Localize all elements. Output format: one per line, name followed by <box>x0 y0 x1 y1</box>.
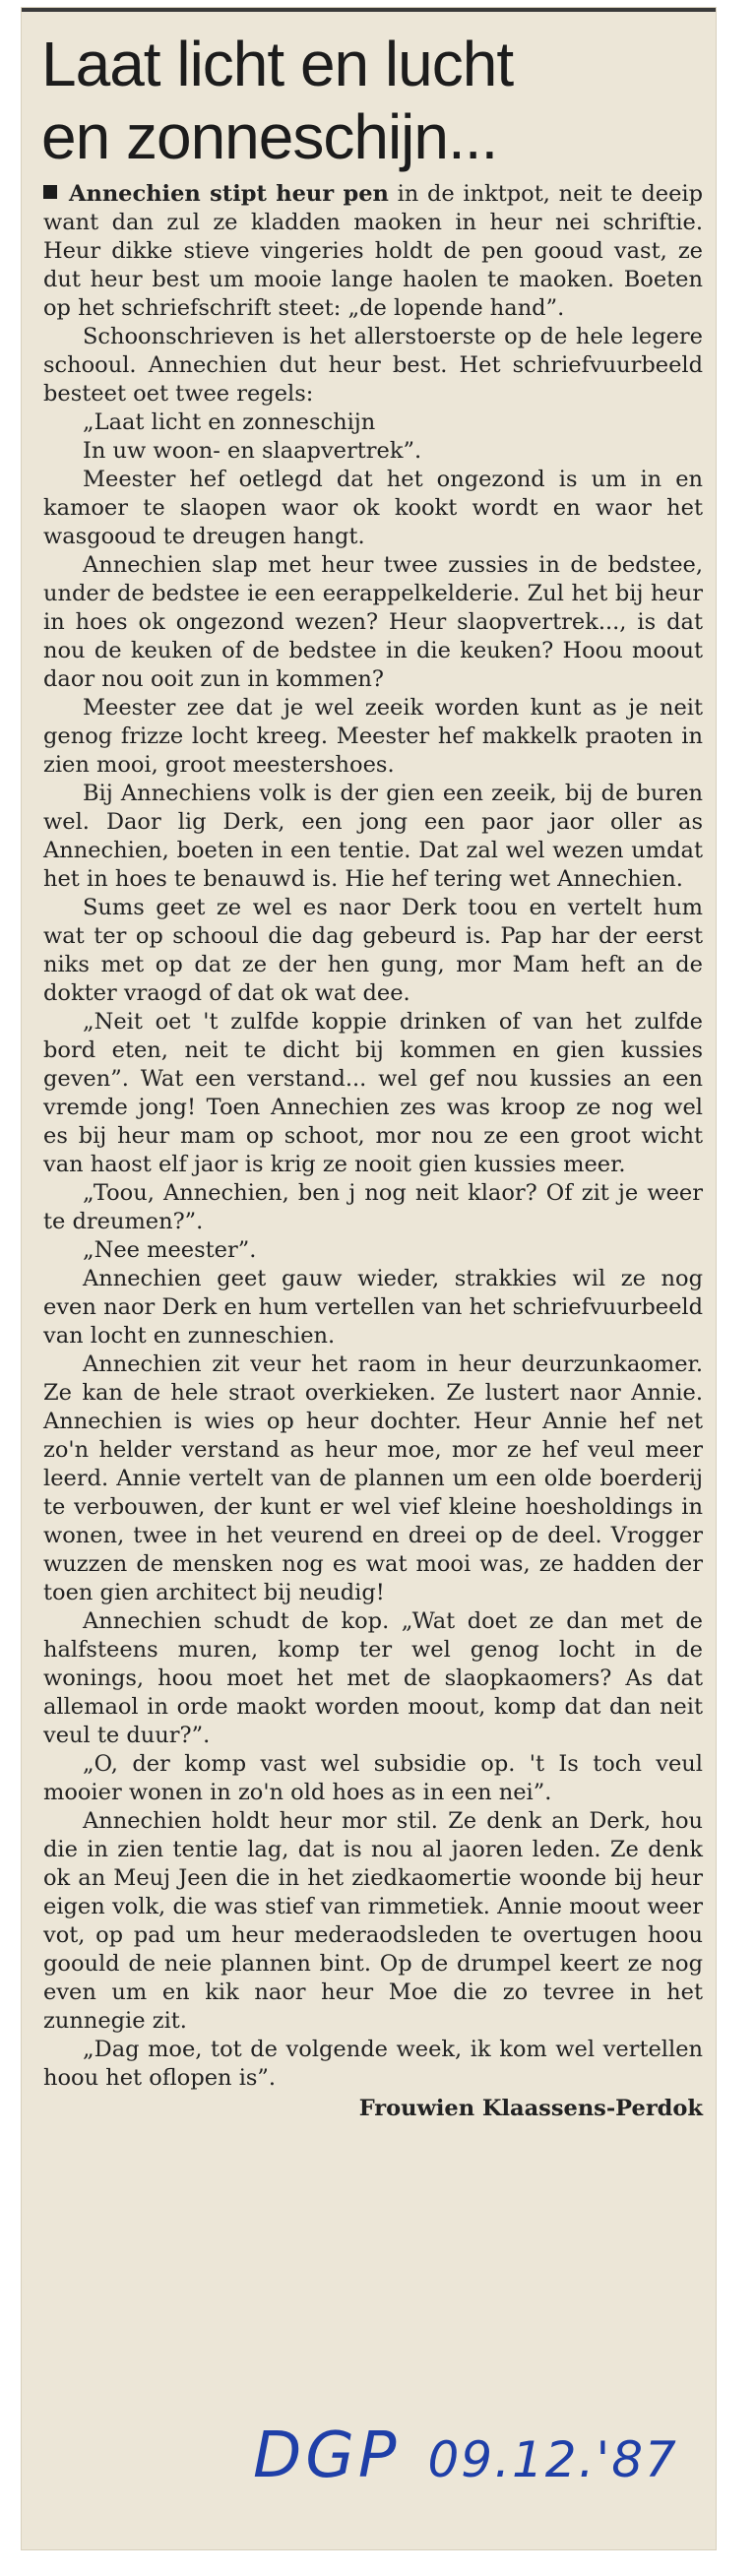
verse-line-1: „Laat licht en zonneschijn <box>83 409 376 435</box>
paragraph-12: Annechien zit veur het raom in heur deurzunkaomer. Ze kan de hele straot overkieken. Ze lustert naor Annie. Annechien is wies op heur dochter. Heur Annie hef net zo'n helder verstand as heur moe, mor ze hef veul meer leerd. Annie vertelt van de plannen um een olde boerderij te verbouwen, der kunt er wel vief kleine hoesholdings in wonen, twee in het veurend en dreei op de deel. Vrogger wuzzen de mensken nog es wat mooi was, ze hadden der toen gien architect bij neudig! <box>43 1351 703 1605</box>
handwritten-annotation <box>253 2419 678 2492</box>
paragraph-14: „O, der komp vast wel subsidie op. 't Is toch veul mooier wonen in zo'n old hoes as in een nei”. <box>43 1751 703 1805</box>
title-line-1: Laat licht en lucht <box>41 29 514 99</box>
paragraph-15: Annechien holdt heur mor stil. Ze denk an Derk, hou die in zien tentie lag, dat is nou al jaoren leden. Ze denk ok an Meuj Jeen die in het ziedkaomertie woonde bij heur eigen volk, die was stief van rimmetiek. Annie moout weer vot, op pad um heur mederaodsleden te overtugen hoou goould de neie plannen bint. Op de drumpel keert ze nog even um en kik naor heur Moe die zo tevree in het zunnegie zit. <box>43 1808 703 2034</box>
paragraph-6: Bij Annechiens volk is der gien een zeeik, bij de buren wel. Daor lig Derk, een jong een paor jaor oller as Annechien, boeten in een tentie. Dat zal wel wezen umdat het in hoes te benauwd is. Hie hef tering wet Annechien. <box>43 781 703 892</box>
lead-bold-text: Annechien stipt heur pen <box>69 181 389 207</box>
paragraph-4: Annechien slap met heur twee zussies in de bedstee, under de bedstee ie een eerappelkelderie. Zul het bij heur in hoes ok ongezond wezen? Heur slaopvertrek..., is dat nou de keuken of de bedstee in die keuken? Hoou moout daor nou ooit zun in kommen? <box>43 552 703 692</box>
paragraph-text: in de inktpot, neit te deeip want dan zul ze kladden maoken in heur nei schriftie. Heur dikke stieve vingeries holdt de pen gooud vast, ze dut heur best um mooie lange haolen te maoken. Boeten op het schriefschrift steet: „de lopende hand”. <box>43 181 704 321</box>
paragraph-1 <box>43 180 703 323</box>
paragraph-13: Annechien schudt de kop. „Wat doet ze dan met de halfsteens muren, komp ter wel genog locht in de wonings, hoou moet het met de slaopkaomers? As dat allemaol in orde maokt worden moout, komp dat dan neit veul te duur?”. <box>43 1608 703 1748</box>
paragraph-10: „Nee meester”. <box>83 1237 257 1263</box>
paragraph-7: Sums geet ze wel es naor Derk toou en vertelt hum wat ter op schooul die dag gebeurd is. Pap har der eerst niks met op dat ze der hen gung, mor Mam heft an de dokter vraogd of dat ok wat dee. <box>43 895 703 1006</box>
paragraph-8: „Neit oet 't zulfde koppie drinken of van het zulfde bord eten, neit te dicht bij kommen en gien kussies geven”. Wat een verstand... wel gef nou kussies an een vremde jong! Toen Annechien zes was kroop ze nog wel es bij heur mam op schoot, mor nou ze een groot wicht van haost elf jaor is krig ze nooit gien kussies meer. <box>43 1009 703 1177</box>
paragraph-11: Annechien geet gauw wieder, strakkies wil ze nog even naor Derk en hum vertellen van het schriefvuurbeeld van locht en zunneschien. <box>43 1266 703 1349</box>
square-bullet-icon <box>43 185 57 199</box>
article-title <box>41 28 691 173</box>
verse-line-2: In uw woon- en slaapvertrek”. <box>83 438 422 464</box>
handwritten-date: 09.12.'87 <box>427 2431 678 2488</box>
paragraph-5: Meester zee dat je wel zeeik worden kunt as je neit genog frizze locht kreeg. Meester hef makkelk praoten in zien mooi, groot meestershoes. <box>43 695 703 778</box>
paragraph-3: Meester hef oetlegd dat het ongezond is um in en kamoer te slaopen waor ok kookt wordt en waor het wasgooud te dreugen hangt. <box>43 467 703 549</box>
paragraph-9: „Toou, Annechien, ben j nog neit klaor? Of zit je weer te dreumen?”. <box>43 1180 703 1234</box>
newspaper-clipping <box>22 8 716 2549</box>
author-signature: Frouwien Klaassens-Perdok <box>358 2096 703 2121</box>
title-line-2: en zonneschijn... <box>41 101 498 172</box>
handwritten-source: DGP <box>253 2419 401 2492</box>
article-body <box>43 180 703 2123</box>
paragraph-2: Schoonschrieven is het allerstoerste op de hele legere schooul. Annechien dut heur best. Het schriefvuurbeeld besteet oet twee regels: <box>43 324 703 407</box>
paragraph-16: „Dag moe, tot de volgende week, ik kom wel vertellen hoou het oflopen is”. <box>43 2037 703 2091</box>
